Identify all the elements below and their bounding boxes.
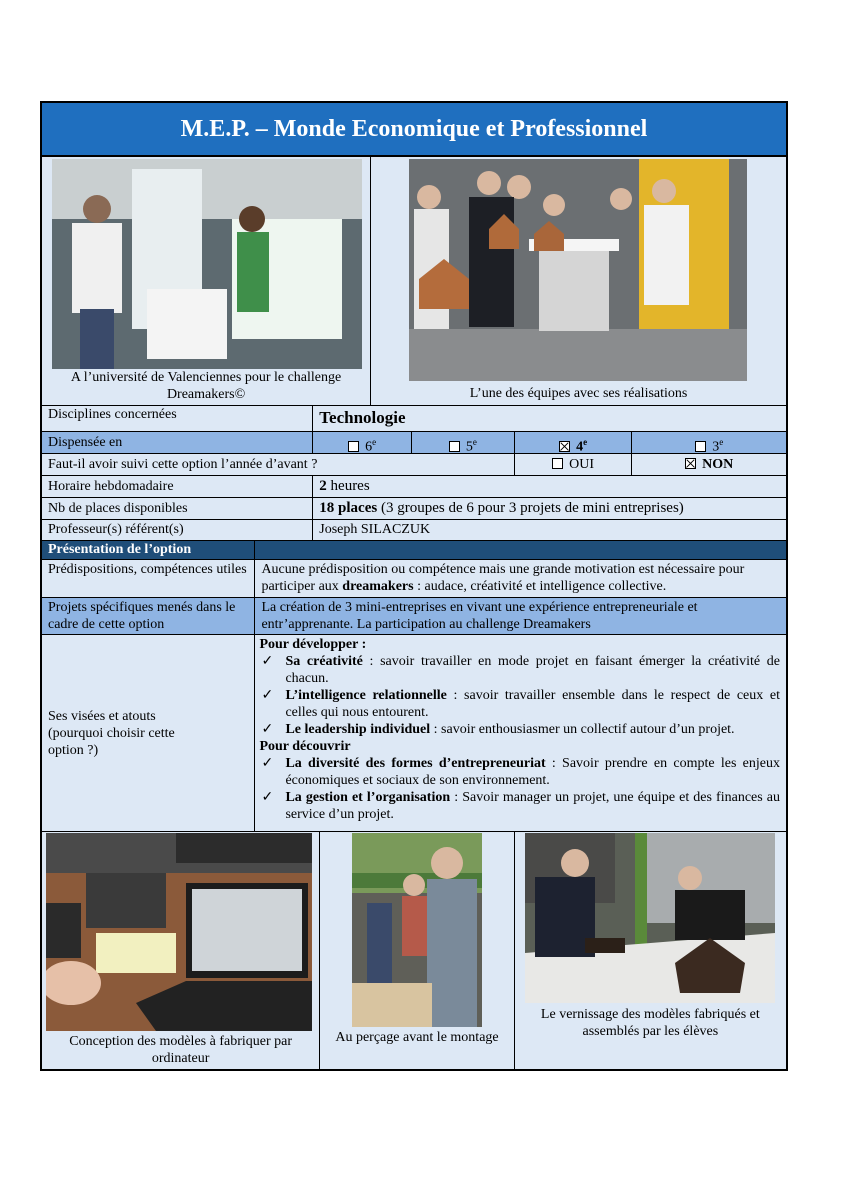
dec-title: Pour découvrir — [259, 739, 351, 754]
row-suivi — [42, 454, 786, 476]
caption-computer: Conception des modèles à fabriquer par ordinateur — [69, 1034, 293, 1066]
value-visees — [255, 635, 786, 831]
checkbox-checked-icon[interactable] — [685, 458, 696, 469]
check-mark-icon: ✓ — [261, 756, 274, 771]
label-prof: Professeur(s) référent(s) — [42, 520, 313, 540]
label-dispensee: Dispensée en — [42, 432, 313, 453]
row-visees — [42, 635, 786, 832]
level-5[interactable]: 5e — [412, 432, 515, 453]
row-places — [42, 498, 786, 520]
checkbox-icon[interactable] — [552, 458, 563, 469]
bottom-photos-row — [42, 832, 786, 1069]
row-predispositions — [42, 560, 786, 598]
row-disciplines — [42, 406, 786, 432]
dec-list — [259, 755, 780, 823]
level-6[interactable]: 6e — [313, 432, 412, 453]
label-visees: Ses visées et atouts (pourquoi choisir cette option ?) — [42, 635, 255, 831]
caption-university: A l’université de Valenciennes pour le challenge Dreamakers© — [70, 370, 342, 402]
label-predispositions: Prédispositions, compétences utiles — [42, 560, 255, 597]
value-prof: Joseph SILACZUK — [319, 522, 431, 537]
value-predispositions: Aucune prédisposition ou compétence mais une grande motivation est nécessaire pour participer aux dreamakers : audace, créativité et intelligence collective. — [261, 562, 745, 594]
list-item: ✓ Sa créativité : savoir travailler en mode projet en faisant émerger la créativité de chacun. — [261, 654, 780, 686]
caption-team: L’une des équipes avec ses réalisations — [469, 386, 688, 401]
photo-team — [409, 159, 747, 381]
presentation-header: Présentation de l’option — [42, 541, 255, 559]
label-projets: Projets spécifiques menés dans le cadre de cette option — [42, 598, 255, 634]
photo-cell-varnish — [515, 832, 786, 1069]
value-horaire: 2 heures — [319, 478, 370, 494]
caption-drilling: Au perçage avant le montage — [335, 1030, 499, 1045]
photo-cell-drilling — [320, 832, 514, 1069]
level-4[interactable]: 4e — [515, 432, 633, 453]
label-disciplines: Disciplines concernées — [42, 406, 313, 431]
value-projets: La création de 3 mini-entreprises en vivant une expérience entrepreneuriale et entr’apprenante. La participation au challenge Dreamakers — [261, 600, 698, 632]
photo-cell-university — [42, 157, 371, 405]
photo-varnish — [525, 833, 775, 1003]
row-prof — [42, 520, 786, 541]
row-projets — [42, 598, 786, 635]
label-places: Nb de places disponibles — [42, 498, 313, 519]
photo-university — [52, 159, 362, 369]
top-photos-row — [42, 157, 786, 406]
dev-list — [259, 653, 780, 738]
option-non[interactable]: NON — [632, 454, 786, 475]
mep-sheet — [40, 101, 788, 1071]
label-horaire: Horaire hebdomadaire — [42, 476, 313, 497]
photo-computer — [46, 833, 312, 1031]
dev-title: Pour développer : — [259, 637, 367, 652]
option-oui[interactable]: OUI — [515, 454, 633, 475]
checkbox-icon[interactable] — [449, 441, 460, 452]
value-places: 18 places (3 groupes de 6 pour 3 projets de mini entreprises) — [319, 500, 684, 516]
check-mark-icon: ✓ — [261, 688, 274, 703]
row-horaire — [42, 476, 786, 498]
label-suivi: Faut-il avoir suivi cette option l’année d’avant ? — [42, 454, 515, 475]
photo-cell-computer — [42, 832, 320, 1069]
check-mark-icon: ✓ — [261, 722, 274, 737]
value-disciplines: Technologie — [319, 408, 406, 427]
check-mark-icon: ✓ — [261, 790, 274, 805]
photo-drilling — [352, 833, 482, 1027]
checkbox-icon[interactable] — [348, 441, 359, 452]
level-3[interactable]: 3e — [632, 432, 786, 453]
row-presentation-header — [42, 541, 786, 560]
checkbox-icon[interactable] — [695, 441, 706, 452]
checkbox-checked-icon[interactable] — [559, 441, 570, 452]
caption-varnish: Le vernissage des modèles fabriqués et assemblés par les élèves — [540, 1007, 760, 1039]
list-item: ✓ La diversité des formes d’entrepreneuriat : Savoir prendre en compte les enjeux économiques et sociaux de son environnement. — [261, 756, 780, 788]
list-item: ✓ Le leadership individuel : savoir enthousiasmer un collectif autour d’un projet. — [261, 722, 735, 737]
list-item: ✓ L’intelligence relationnelle : savoir travailler ensemble dans le respect de ceux et celles qui nous entourent. — [261, 688, 781, 720]
page-title: M.E.P. – Monde Economique et Professionnel — [42, 103, 786, 157]
check-mark-icon: ✓ — [261, 654, 274, 669]
photo-cell-team — [371, 157, 786, 405]
row-dispensee — [42, 432, 786, 454]
presentation-header-fill — [255, 541, 786, 559]
list-item: ✓ La gestion et l’organisation : Savoir manager un projet, une équipe et des finances au service d’un projet. — [261, 790, 780, 822]
